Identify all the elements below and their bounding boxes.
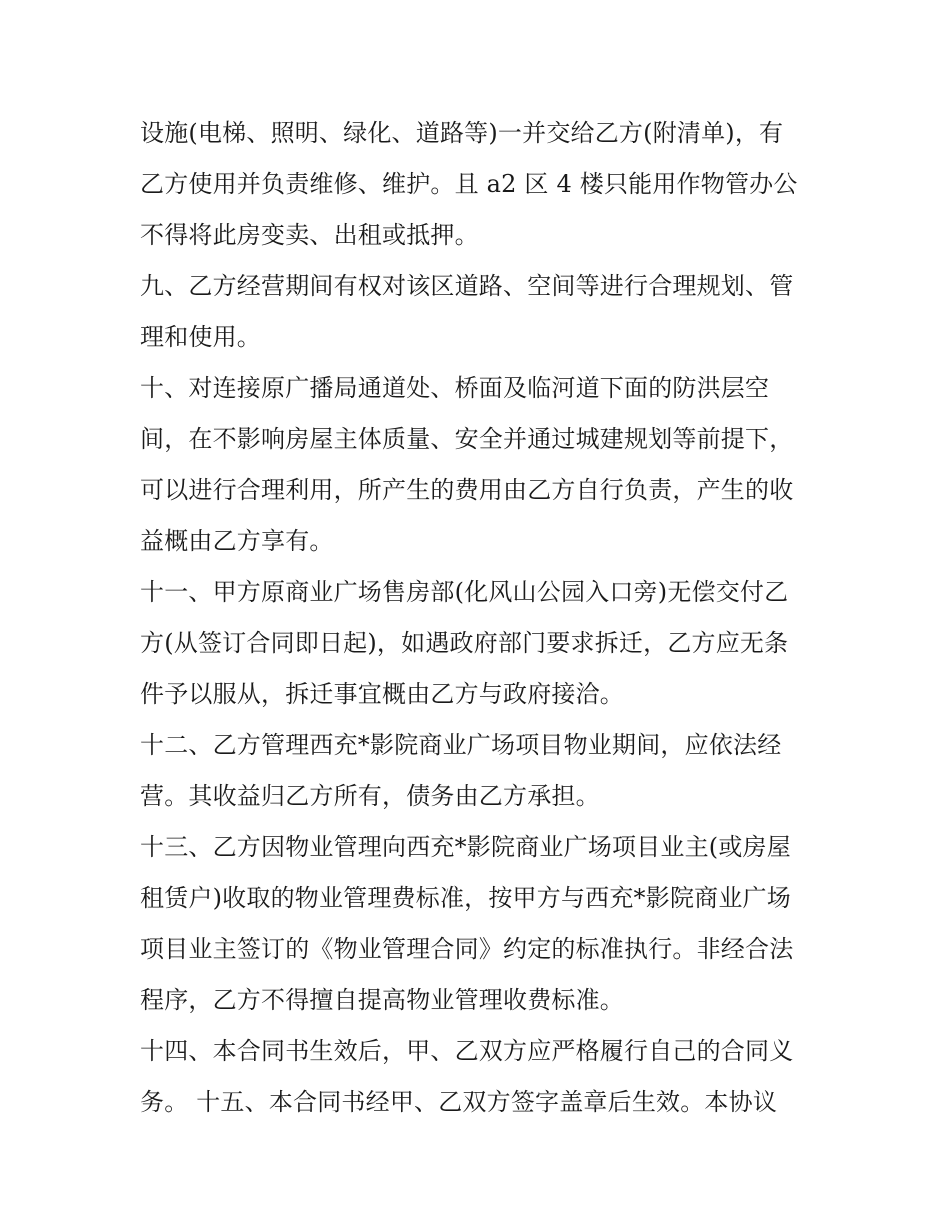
clause-9-line: 九、乙方经营期间有权对该区道路、空间等进行合理规划、管 (140, 272, 794, 300)
clause-10-line: 十、对连接原广播局通道处、桥面及临河道下面的防洪层空 (140, 374, 770, 402)
clause-13-line: 十三、乙方因物业管理向西充*影院商业广场项目业主(或房屋 (140, 833, 791, 861)
clause-12-line: 十二、乙方管理西充*影院商业广场项目物业期间，应依法经 (140, 731, 782, 759)
clause-15-line: 务。 十五、本合同书经甲、乙双方签字盖章后生效。本协议 (140, 1088, 778, 1116)
text-line: 益概由乙方享有。 (140, 527, 334, 555)
clause-14-line: 十四、本合同书生效后，甲、乙双方应严格履行自己的合同义 (140, 1037, 794, 1065)
text-line: 程序，乙方不得擅自提高物业管理收费标准。 (140, 986, 624, 1014)
text-line: 间，在不影响房屋主体质量、安全并通过城建规划等前提下， (140, 425, 794, 453)
text-line: 租赁户)收取的物业管理费标准，按甲方与西充*影院商业广场 (140, 884, 791, 912)
text-line: 乙方使用并负责维修、维护。且 a2 区 4 楼只能用作物管办公 (140, 170, 798, 198)
text-line: 方(从签订合同即日起)，如遇政府部门要求拆迁，乙方应无条 (140, 629, 789, 657)
contract-text (140, 108, 820, 1128)
text-line: 设施(电梯、照明、绿化、道路等)一并交给乙方(附清单)，有 (140, 119, 784, 147)
clause-11-line: 十一、甲方原商业广场售房部(化风山公园入口旁)无偿交付乙 (140, 578, 789, 606)
text-line: 营。其收益归乙方所有，债务由乙方承担。 (140, 782, 600, 810)
text-line: 不得将此房变卖、出租或抵押。 (140, 221, 479, 249)
text-line: 件予以服从，拆迁事宜概由乙方与政府接洽。 (140, 680, 624, 708)
text-line: 项目业主签订的《物业管理合同》约定的标准执行。非经合法 (140, 935, 794, 963)
text-line: 理和使用。 (140, 323, 261, 351)
text-line: 可以进行合理利用，所产生的费用由乙方自行负责，产生的收 (140, 476, 794, 504)
